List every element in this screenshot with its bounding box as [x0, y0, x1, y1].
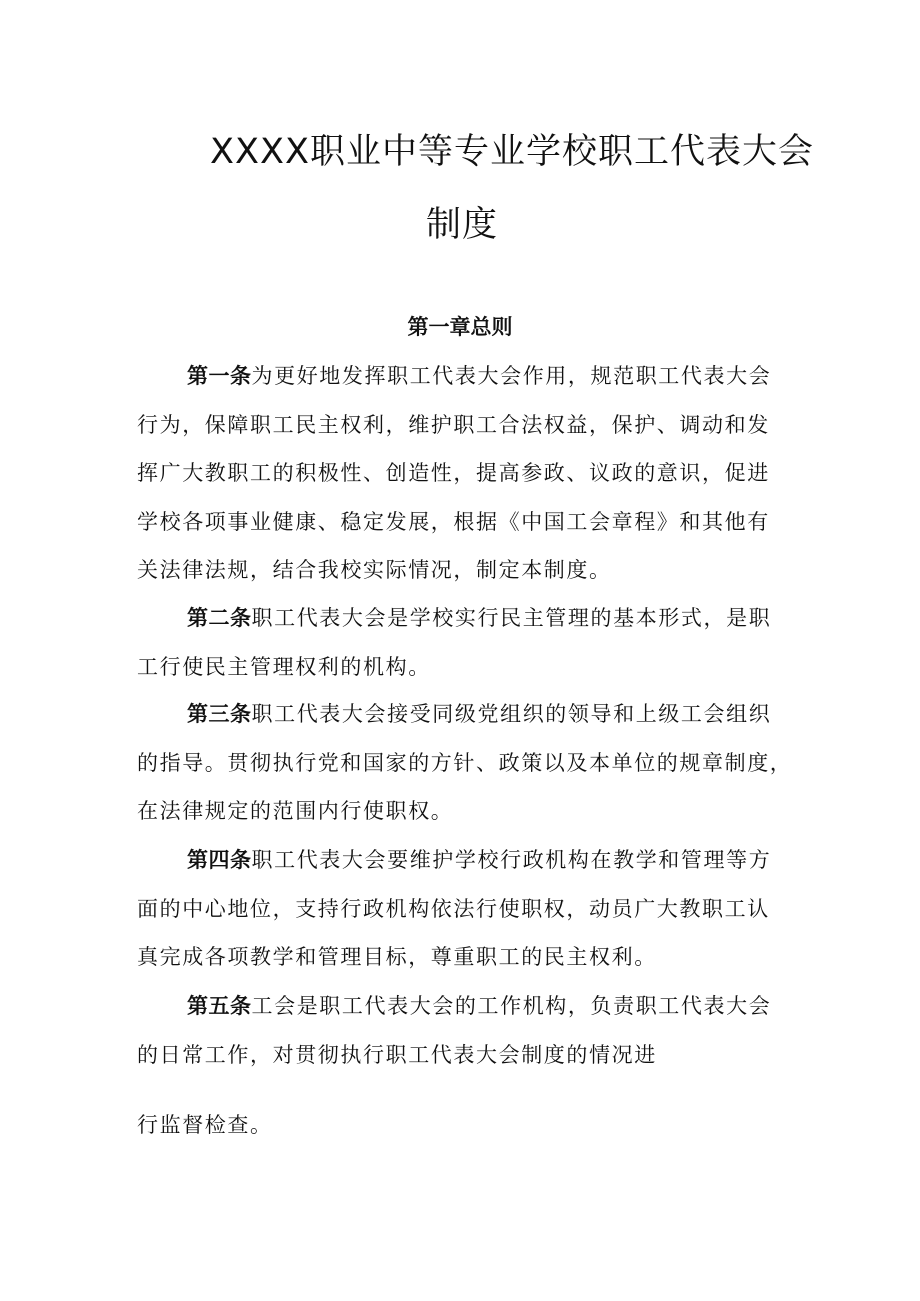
article-4-line-3: 真完成各项教学和管理目标，尊重职工的民主权利。: [137, 945, 657, 969]
article-2-line-1: [137, 594, 789, 643]
article-3-text: 职工代表大会接受同级党组织的领导和上级工会组织: [251, 702, 772, 726]
article-4-line-2: 面的中心地位，支持行政机构依法行使职权，动员广大教职工认: [137, 896, 770, 921]
article-1-label: 第一条: [187, 364, 252, 388]
article-1: [137, 352, 789, 595]
article-3-line-3: 在法律规定的范围内行使职权。: [137, 799, 454, 823]
article-3-label: 第三条: [187, 702, 252, 726]
article-5: [137, 982, 789, 1079]
article-5-line-1: [137, 982, 789, 1031]
article-4-line-1: [137, 836, 789, 885]
article-5-line-2: 的日常工作，对贯彻执行职工代表大会制度的情况进: [137, 1042, 657, 1067]
chapter-heading: 第一章总则: [407, 315, 513, 339]
article-2-text: 职工代表大会是学校实行民主管理的基本形式，是职: [251, 606, 772, 630]
article-4-text: 职工代表大会要维护学校行政机构在教学和管理等方: [251, 848, 772, 872]
article-5-trailing-line: 行监督检查。: [137, 1113, 273, 1137]
document-title-line-1: XXXX职业中等专业学校职工代表大会: [210, 132, 814, 172]
article-2: [137, 594, 789, 691]
article-1-line-4: 学校各项事业健康、稳定发展，根据《中国工会章程》和其他有: [137, 509, 770, 534]
article-3: [137, 690, 793, 836]
document-title-line-2: 制度: [425, 205, 498, 245]
article-1-line-2: 行为，保障职工民主权利，维护职工合法权益，保护、调动和发: [137, 412, 770, 437]
article-2-label: 第二条: [187, 606, 252, 630]
article-1-text: 为更好地发挥职工代表大会作用，规范职工代表大会: [251, 364, 772, 388]
article-4: [137, 836, 789, 982]
article-2-line-2: 工行使民主管理权利的机构。: [137, 654, 431, 679]
article-4-label: 第四条: [187, 848, 252, 872]
article-1-line-3: 挥广大教职工的积极性、创造性，提高参政、议政的意识，促进: [137, 461, 770, 485]
article-3-line-2: 的指导。贯彻执行党和国家的方针、政策以及本单位的规章制度，: [137, 750, 793, 775]
article-5-continuation: [137, 1101, 789, 1150]
article-3-line-1: [137, 690, 789, 739]
article-5-label: 第五条: [187, 994, 252, 1018]
article-1-line-1: [137, 352, 789, 401]
article-1-line-5: 关法律法规，结合我校实际情况，制定本制度。: [137, 558, 612, 582]
article-5-text: 工会是职工代表大会的工作机构，负责职工代表大会: [251, 994, 772, 1018]
